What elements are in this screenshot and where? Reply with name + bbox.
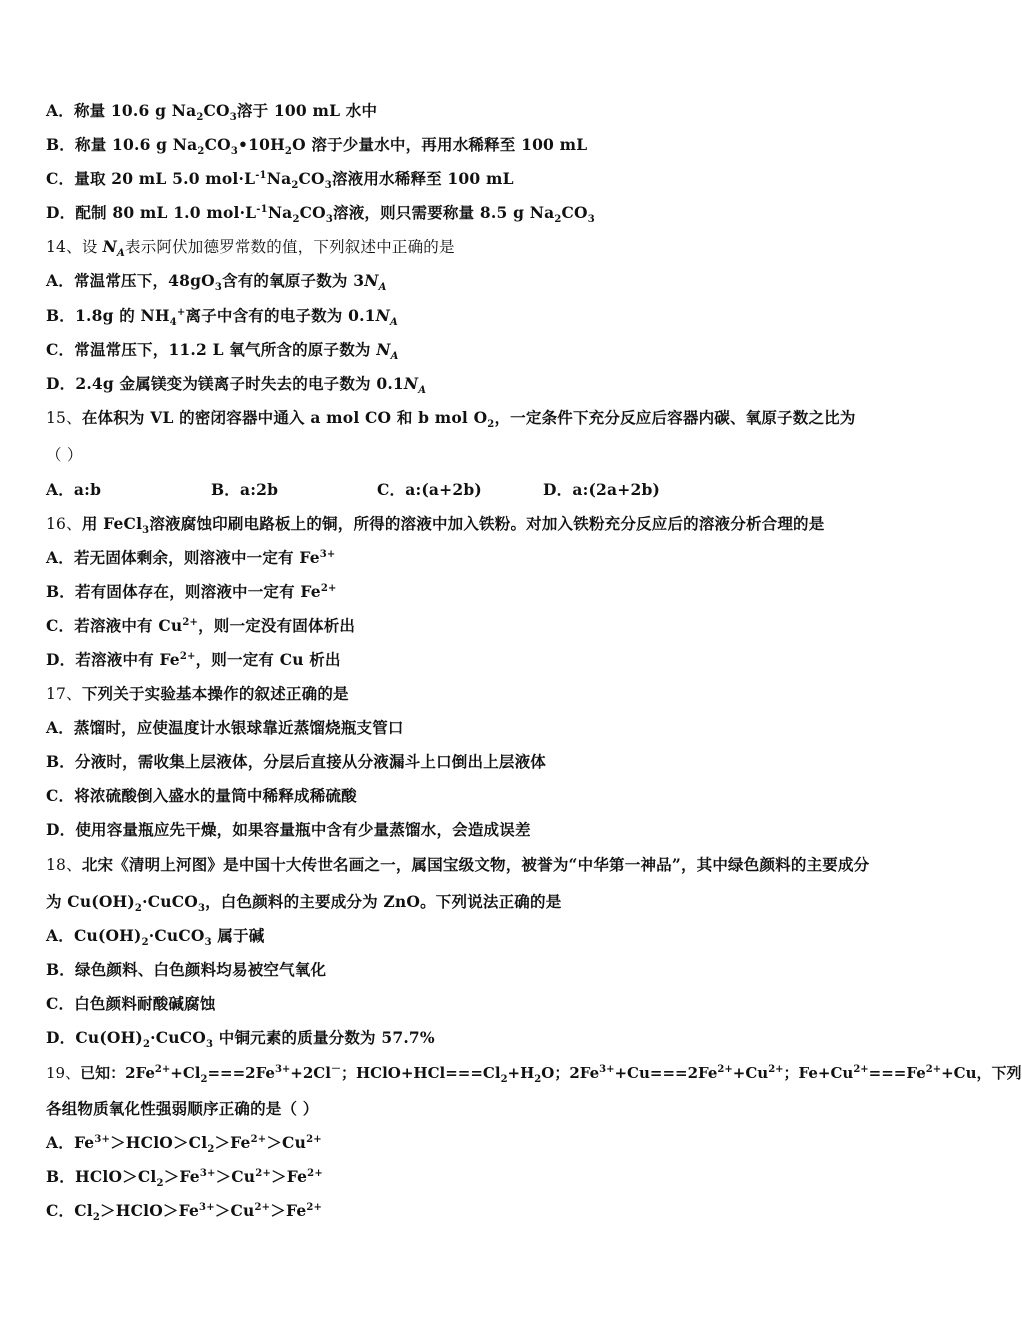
q18-option-c: C．白色颜料耐酸碱腐蚀 <box>46 994 216 1013</box>
q14-option-d: D．2.4g 金属镁变为镁离子时失去的电子数为 $0.1N_A$ <box>46 374 427 397</box>
q17-option-b: B．分液时，需收集上层液体，分层后直接从分液漏斗上口倒出上层液体 <box>46 752 547 771</box>
q18-option-d: D．$Cu(OH)_2\cdot CuCO_3$ 中铜元素的质量分数为 57.7% <box>46 1028 435 1051</box>
q16-option-d: D．若溶液中有 $Fe^{2+}$，则一定有 Cu 析出 <box>46 650 341 669</box>
q16-option-c: C．若溶液中有 $Cu^{2+}$，则一定没有固体析出 <box>46 616 356 635</box>
q17-option-d: D．使用容量瓶应先干燥，如果容量瓶中含有少量蒸馏水，会造成误差 <box>46 820 531 839</box>
q14-option-c: C．常温常压下，11.2 L 氧气所含的原子数为 $N_A$ <box>46 340 399 363</box>
q19-option-c: C．$Cl_2>HClO>Fe^{3+}>Cu^{2+}>Fe^{2+}$ <box>46 1201 323 1224</box>
q14-option-b: B．1.8g 的 $NH_4^+$离子中含有的电子数为 $0.1N_A$ <box>46 306 399 329</box>
q16-stem: 16、用 FeCl$_3$溶液腐蚀印刷电路板上的铜，所得的溶液中加入铁粉。对加入铁粉充分反应后的溶液分析合理的是 <box>46 514 825 537</box>
q13-option-b: B．称量 10.6 g $Na_2CO_3•10H_2O$ 溶于少量水中，再用水稀释至 100 mL <box>46 135 588 158</box>
q15-stem-paren: （ ） <box>46 446 83 464</box>
q18-option-b: B．绿色颜料、白色颜料均易被空气氧化 <box>46 960 327 979</box>
q13-option-d: D．配制 80 mL 1.0 $mol\cdot L^{-1}Na_2CO_3$溶液，则只需要称量 8.5 g $Na_2CO_3$ <box>46 203 595 226</box>
q16-option-a: A．若无固体剩余，则溶液中一定有 $Fe^{3+}$ <box>46 548 336 567</box>
q19-option-b: B．$HClO>Cl_2>Fe^{3+}>Cu^{2+}>Fe^{2+}$ <box>46 1167 323 1190</box>
q16-option-b: B．若有固体存在，则溶液中一定有 $Fe^{2+}$ <box>46 582 337 601</box>
q19-stem: 19、已知：$2Fe^{2+}+Cl_2===2Fe^{3+}+2Cl^-$；$HClO+HCl===Cl_2+H_2O$；$2Fe^{3+}+Cu===2Fe^{2+}+Cu^{2+}$；$Fe+Cu^{2+}===Fe^{2+}+Cu$，下列 <box>46 1064 1022 1085</box>
q17-stem: 17、下列关于实验基本操作的叙述正确的是 <box>46 684 349 703</box>
q14-stem: 14、设 $N_A$表示阿伏加德罗常数的值，下列叙述中正确的是 <box>46 237 455 260</box>
q13-option-a: A．称量 10.6 g $Na_2CO_3$溶于 100 mL 水中 <box>46 101 378 124</box>
q15-option-c: C．a:(a+2b) <box>377 480 482 499</box>
q13-option-c: C．量取 20 mL 5.0 $mol\cdot L^{-1}Na_2CO_3$溶液用水稀释至 100 mL <box>46 169 514 192</box>
q19-option-a: A．$Fe^{3+}>HClO>Cl_2>Fe^{2+}>Cu^{2+}$ <box>46 1133 322 1156</box>
q19-stem-cont: 各组物质氧化性强弱顺序正确的是（ ） <box>46 1099 319 1118</box>
q17-option-c: C．将浓硫酸倒入盛水的量筒中稀释成稀硫酸 <box>46 786 357 805</box>
q18-stem-cont: 为 $Cu(OH)_2\cdot CuCO_3$，白色颜料的主要成分为 ZnO。下列说法正确的是 <box>46 892 562 915</box>
q18-stem: 18、北宋《清明上河图》是中国十大传世名画之一，属国宝级文物，被誉为“中华第一神品”，其中绿色颜料的主要成分 <box>46 855 870 874</box>
q15-options <box>46 480 660 500</box>
q15-stem: 15、在体积为 VL 的密闭容器中通入 a mol CO 和 b mol $O_2$，一定条件下充分反应后容器内碳、氧原子数之比为 <box>46 408 856 431</box>
q15-option-b: B．a:2b <box>211 480 279 499</box>
q17-option-a: A．蒸馏时，应使温度计水银球靠近蒸馏烧瓶支管口 <box>46 718 404 737</box>
q15-option-a: A．a:b <box>46 480 102 499</box>
q18-option-a: A．$Cu(OH)_2\cdot CuCO_3$ 属于碱 <box>46 926 265 949</box>
q14-option-a: A．常温常压下，$48gO_3$含有的氧原子数为 $3N_A$ <box>46 271 387 294</box>
q15-option-d: D．a:(2a+2b) <box>543 480 661 499</box>
